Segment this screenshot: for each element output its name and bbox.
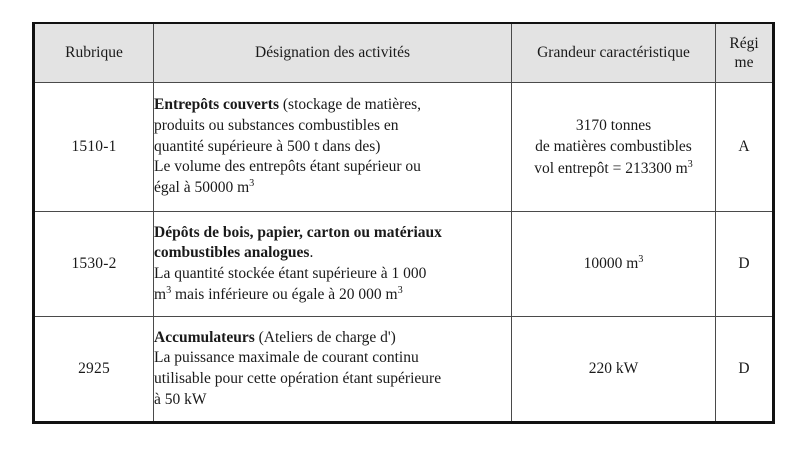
column-header-grandeur-label: Grandeur caractéristique bbox=[537, 44, 690, 62]
grandeur-line bbox=[512, 253, 715, 274]
designation-text: (Ateliers de charge d') bbox=[254, 328, 396, 346]
designation-line bbox=[154, 95, 511, 116]
designation-line bbox=[154, 223, 511, 264]
superscript-exponent: 3 bbox=[638, 254, 644, 266]
cell-designation bbox=[154, 317, 512, 423]
table-row bbox=[34, 212, 774, 317]
cell-rubrique: 1510-1 bbox=[34, 83, 154, 212]
cell-grandeur bbox=[512, 83, 716, 212]
designation-line bbox=[154, 285, 511, 306]
designation-line: à 50 kW bbox=[154, 390, 207, 408]
column-header-rubrique-label: Rubrique bbox=[65, 44, 123, 62]
designation-text: m bbox=[154, 285, 167, 303]
table-header bbox=[34, 23, 774, 83]
cell-rubrique: 1530-2 bbox=[34, 212, 154, 317]
designation-text: (stockage de matières, bbox=[279, 96, 422, 114]
grandeur-line: 220 kW bbox=[588, 360, 639, 378]
grandeur-text: 10000 m bbox=[583, 255, 639, 273]
designation-bold-lead: Entrepôts couverts bbox=[154, 96, 279, 114]
cell-regime: A bbox=[716, 83, 774, 212]
table-row bbox=[34, 317, 774, 423]
cell-designation bbox=[154, 83, 512, 212]
column-header-regime-label-line1: Régi bbox=[729, 34, 759, 52]
column-header-grandeur bbox=[512, 23, 716, 83]
table-row bbox=[34, 83, 774, 212]
classified-installations-table bbox=[32, 22, 775, 424]
cell-grandeur bbox=[512, 212, 716, 317]
designation-text: égal à 50000 m bbox=[154, 178, 250, 196]
designation-line: La puissance maximale de courant continu bbox=[154, 349, 419, 367]
designation-text: . bbox=[309, 244, 314, 262]
designation-line bbox=[154, 328, 511, 349]
column-header-designation bbox=[154, 23, 512, 83]
designation-text: mais inférieure ou égale à 20 000 m bbox=[171, 285, 398, 303]
superscript-exponent: 3 bbox=[397, 284, 403, 296]
cell-rubrique: 2925 bbox=[34, 317, 154, 423]
superscript-exponent: 3 bbox=[249, 177, 255, 189]
column-header-designation-label: Désignation des activités bbox=[255, 44, 410, 62]
designation-line: Le volume des entrepôts étant supérieur ou bbox=[154, 158, 421, 176]
header-row bbox=[34, 23, 774, 83]
designation-line: quantité supérieure à 500 t dans des) bbox=[154, 137, 381, 155]
designation-line: utilisable pour cette opération étant supérieure bbox=[154, 370, 442, 387]
grandeur-line bbox=[512, 158, 715, 179]
column-header-regime bbox=[716, 23, 774, 83]
superscript-exponent: 3 bbox=[166, 284, 172, 296]
cell-regime: D bbox=[716, 317, 774, 423]
cell-regime: D bbox=[716, 212, 774, 317]
designation-line: La quantité stockée étant supérieure à 1 000 bbox=[154, 265, 427, 282]
table-body bbox=[34, 83, 774, 423]
grandeur-line: de matières combustibles bbox=[535, 138, 692, 156]
cell-designation bbox=[154, 212, 512, 317]
grandeur-text: vol entrepôt = 213300 m bbox=[534, 159, 688, 177]
column-header-rubrique bbox=[34, 23, 154, 83]
superscript-exponent: 3 bbox=[687, 158, 693, 170]
cell-grandeur bbox=[512, 317, 716, 423]
designation-bold-lead: Accumulateurs bbox=[154, 328, 255, 346]
column-header-regime-label-line2: me bbox=[734, 54, 754, 71]
grandeur-line: 3170 tonnes bbox=[575, 116, 652, 134]
designation-bold-lead: Dépôts de bois, papier, carton ou matériaux combustibles analogues bbox=[154, 223, 442, 262]
designation-line: produits ou substances combustibles en bbox=[154, 117, 399, 135]
designation-line bbox=[154, 178, 511, 199]
